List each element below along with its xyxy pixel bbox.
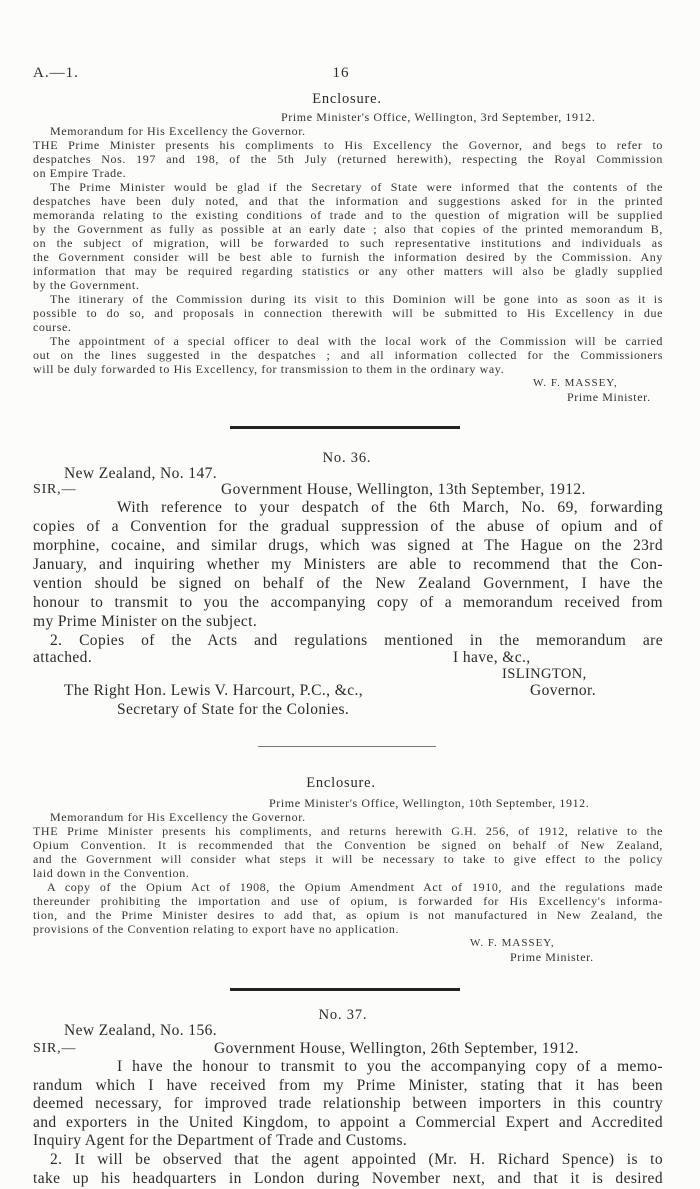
body-line: despatches Nos. 197 and 198, of the 5th July (returned herewith), respecting the Royal Commission — [33, 152, 663, 166]
body-line: out on the lines suggested in the despatches ; and all information collected for the Commissioners — [33, 348, 663, 362]
body-line: Opium Convention. It is recommended that the Convention be signed on behalf of New Zealand, — [33, 838, 663, 852]
signature-title: Prime Minister. — [510, 950, 594, 964]
salutation: SIR,— — [33, 1041, 77, 1056]
enclosure-title: Enclosure. — [306, 775, 376, 791]
despatch-number: No. 37. — [318, 1007, 368, 1023]
body-line: The itinerary of the Commission during its visit to this Dominion will be gone into as soon as it is — [50, 292, 663, 306]
despatch-reference: New Zealand, No. 156. — [64, 1022, 218, 1039]
body-line: vention should be signed on behalf of the New Zealand Government, I have the — [33, 575, 663, 592]
body-line: morphine, cocaine, and similar drugs, which was signed at The Hague on the 23rd — [33, 537, 663, 554]
section-divider — [230, 988, 460, 991]
body-line: THE Prime Minister presents his compliments, and returns herewith G.H. 256, of 1912, relative to the — [33, 824, 663, 838]
enclosure-address: Prime Minister's Office, Wellington, 10th September, 1912. — [269, 796, 590, 810]
body-line: January, and inquiring whether my Ministers are able to recommend that the Con- — [33, 556, 663, 573]
enclosure-address: Prime Minister's Office, Wellington, 3rd September, 1912. — [281, 110, 596, 124]
paper-code: A.—1. — [33, 65, 79, 81]
addressee: The Right Hon. Lewis V. Harcourt, P.C., &c., — [64, 682, 364, 699]
body-line: copies of a Convention for the gradual suppression of the abuse of opium and of — [33, 518, 663, 535]
body-line: possible to do so, and proposals in connection therewith will be submitted to His Excellency in due — [33, 306, 663, 320]
page-number: 16 — [332, 65, 350, 81]
signer-title: Governor. — [530, 682, 597, 699]
despatch-address: Government House, Wellington, 26th September, 1912. — [214, 1040, 579, 1057]
body-line: deemed necessary, for improved trade relationship between importers in this country — [33, 1095, 663, 1112]
body-line: 2. Copies of the Acts and regulations mentioned in the memorandum are — [50, 632, 663, 649]
body-line: tion, and the Prime Minister desires to add that, as opium is not manufactured in New Zealand, the — [33, 908, 663, 922]
body-line: THE Prime Minister presents his compliments to His Excellency the Governor, and begs to refer to — [33, 138, 663, 152]
body-line: will be duly forwarded to His Excellency, for transmission to them in the ordinary way. — [33, 362, 505, 376]
signature-name: W. F. MASSEY, — [533, 377, 618, 389]
closing: I have, &c., — [453, 649, 531, 666]
body-line: provisions of the Convention relating to export have no application. — [33, 922, 400, 936]
signer-name: ISLINGTON, — [502, 666, 587, 682]
body-line: laid down in the Convention. — [33, 866, 190, 880]
body-line: The Prime Minister would be glad if the Secretary of State were informed that the contents of the — [50, 180, 663, 194]
memo-heading: Memorandum for His Excellency the Governor. — [50, 810, 306, 824]
body-line: by the Government as fully as possible at an early date ; also that copies of the printed memorandum B, — [33, 222, 663, 236]
body-line: Inquiry Agent for the Department of Trade and Customs. — [33, 1132, 408, 1149]
body-line: by the Government. — [33, 278, 140, 292]
body-line: A copy of the Opium Act of 1908, the Opium Amendment Act of 1910, and the regulations made — [47, 880, 663, 894]
body-line: attached. — [33, 649, 93, 666]
body-line: the Government consider will be best able to furnish the information desired by the Commission. Any — [33, 250, 663, 264]
body-line: thereunder prohibiting the importation and use of opium, is forwarded for His Excellency's informa- — [33, 894, 663, 908]
despatch-address: Government House, Wellington, 13th September, 1912. — [221, 481, 586, 498]
salutation: SIR,— — [33, 482, 77, 497]
body-line: despatches have been duly noted, and that the information and suggestions asked for in the printed — [33, 194, 663, 208]
section-divider — [230, 426, 460, 429]
body-line: The appointment of a special officer to deal with the local work of the Commission will be carried — [50, 334, 663, 348]
memo-heading: Memorandum for His Excellency the Governor. — [50, 124, 306, 138]
signature-name: W. F. MASSEY, — [470, 937, 555, 949]
body-line: take up his headquarters in London during November next, and that it is desired — [33, 1170, 663, 1187]
body-line: memoranda relating to the existing conditions of trade and to the question of migration will be supplied — [33, 208, 663, 222]
despatch-reference: New Zealand, No. 147. — [64, 465, 218, 482]
body-line: information that may be required regarding statistics or any other matters will also be gladly supplied — [33, 264, 663, 278]
body-line: and the Government will consider what steps it will be necessary to take to give effect to the policy — [33, 852, 663, 866]
body-line: course. — [33, 320, 72, 334]
section-divider — [258, 746, 436, 747]
despatch-number: No. 36. — [322, 450, 372, 466]
body-line: I have the honour to transmit to you the accompanying copy of a memo- — [117, 1058, 663, 1075]
body-line: With reference to your despatch of the 6th March, No. 69, forwarding — [117, 499, 663, 516]
body-line: on Empire Trade. — [33, 166, 127, 180]
enclosure-title: Enclosure. — [312, 91, 382, 107]
body-line: honour to transmit to you the accompanying copy of a memorandum received from — [33, 594, 663, 611]
addressee-title: Secretary of State for the Colonies. — [117, 701, 350, 718]
body-line: randum which I have received from my Prime Minister, stating that it has been — [33, 1077, 663, 1094]
body-line: 2. It will be observed that the agent appointed (Mr. H. Richard Spence) is to — [50, 1151, 663, 1168]
body-line: on the subject of migration, will be forwarded to such representative institutions and individuals as — [33, 236, 663, 250]
body-line: and exporters in the United Kingdom, to appoint a Commercial Expert and Accredited — [33, 1114, 663, 1131]
signature-title: Prime Minister. — [567, 390, 651, 404]
body-line: my Prime Minister on the subject. — [33, 613, 258, 630]
